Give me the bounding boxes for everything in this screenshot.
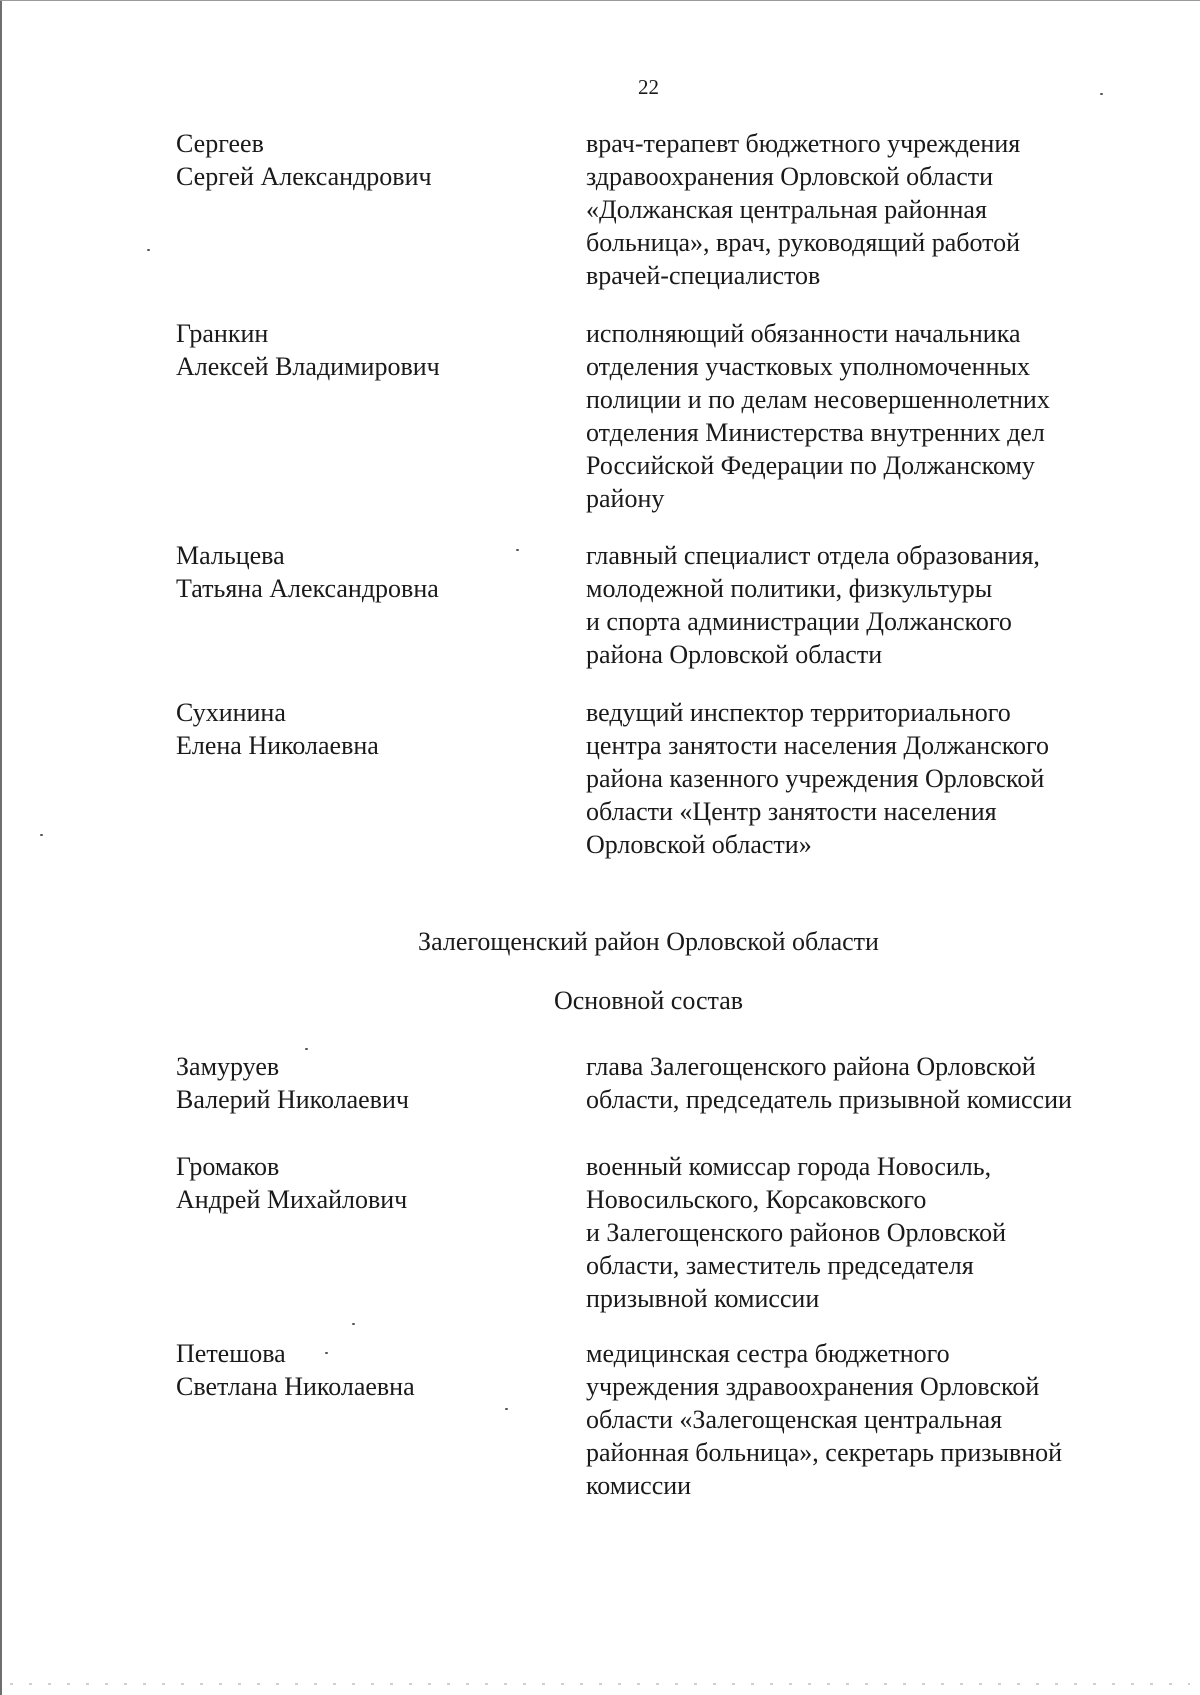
scan-speck bbox=[147, 249, 150, 251]
member-surname: Замуруев bbox=[176, 1052, 280, 1081]
member-name bbox=[176, 317, 556, 383]
member-position: ведущий инспектор территориального центра занятости населения Должанского района казенного учреждения Орловской области «Центр занятости населения Орловской области» bbox=[586, 698, 1050, 859]
member-position: медицинская сестра бюджетного учреждения здравоохранения Орловской области «Залегощенская центральная районная больница», секретарь призывной комиссии bbox=[586, 1339, 1063, 1500]
page-number: 22 bbox=[638, 75, 659, 99]
scan-edge-top bbox=[0, 0, 1200, 1]
scan-speck bbox=[325, 1352, 328, 1354]
member-surname: Петешова bbox=[176, 1339, 286, 1368]
member-position: военный комиссар города Новосиль, Новосильского, Корсаковского и Залегощенского районов Орловской области, заместитель председателя призывной комиссии bbox=[586, 1152, 1007, 1313]
member-surname: Сергеев bbox=[176, 129, 264, 158]
subsection-heading: Основной состав bbox=[553, 986, 744, 1015]
member-name bbox=[176, 1050, 556, 1116]
member-position: исполняющий обязанности начальника отделения участковых уполномоченных полиции и по делам несовершеннолетних отделения Министерства внутренних дел Российской Федерации по Должанскому району bbox=[586, 319, 1050, 513]
member-given-names: Алексей Владимирович bbox=[176, 352, 440, 381]
member-surname: Гранкин bbox=[176, 319, 269, 348]
member-position: врач-терапевт бюджетного учреждения здравоохранения Орловской области «Должанская центральная районная больница», врач, руководящий работой врачей-специалистов bbox=[586, 129, 1021, 290]
scan-speck bbox=[516, 549, 519, 551]
scan-speck bbox=[352, 1323, 355, 1325]
member-position: глава Залегощенского района Орловской области, председатель призывной комиссии bbox=[586, 1052, 1072, 1114]
scan-speck bbox=[40, 834, 43, 836]
member-name bbox=[176, 1150, 556, 1216]
scan-speck bbox=[305, 1048, 308, 1050]
member-surname: Сухинина bbox=[176, 698, 286, 727]
member-given-names: Светлана Николаевна bbox=[176, 1372, 415, 1401]
member-given-names: Валерий Николаевич bbox=[176, 1085, 409, 1114]
member-name bbox=[176, 127, 556, 193]
member-given-names: Андрей Михайлович bbox=[176, 1185, 408, 1214]
member-given-names: Елена Николаевна bbox=[176, 731, 379, 760]
member-surname: Громаков bbox=[176, 1152, 280, 1181]
member-name bbox=[176, 696, 556, 762]
section-heading: Залегощенский район Орловской области bbox=[418, 927, 879, 956]
scan-speck bbox=[505, 1408, 508, 1410]
member-surname: Мальцева bbox=[176, 541, 285, 570]
member-name bbox=[176, 1337, 556, 1403]
member-given-names: Сергей Александрович bbox=[176, 162, 432, 191]
scan-bottom-noise bbox=[10, 1683, 1190, 1685]
member-name bbox=[176, 539, 556, 605]
scan-edge-left bbox=[0, 0, 2, 1695]
member-position: главный специалист отдела образования, молодежной политики, физкультуры и спорта администрации Должанского района Орловской области bbox=[586, 541, 1040, 669]
member-given-names: Татьяна Александровна bbox=[176, 574, 439, 603]
scan-speck bbox=[1100, 93, 1103, 95]
